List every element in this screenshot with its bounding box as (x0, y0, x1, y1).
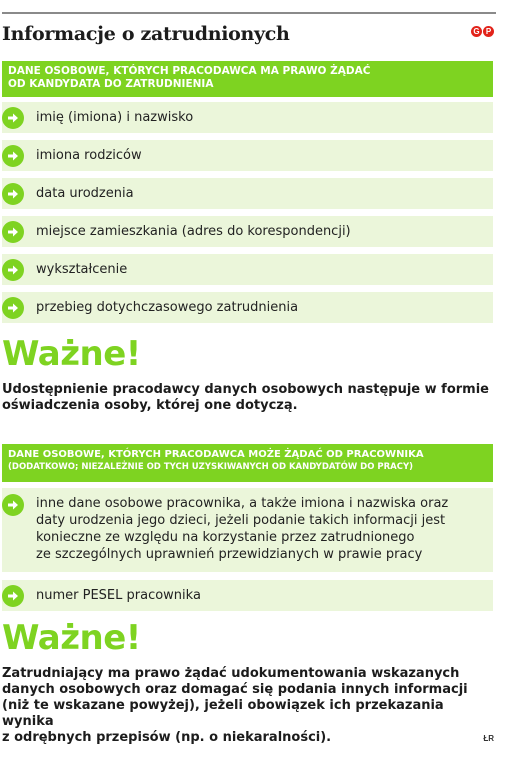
arrow-right-icon (2, 259, 24, 281)
list-item (2, 580, 493, 611)
section2-header-line2: (DODATKOWO; NIEZALEŻNIE OD TYCH UZYSKIWANYCH OD KANDYDATÓW DO PRACY) (8, 462, 414, 472)
list-item (2, 102, 493, 133)
list-item-text (36, 488, 448, 563)
list-item (2, 140, 493, 171)
list-item-line: ze szczególnych uprawnień przewidzianych w prawie pracy (36, 547, 423, 562)
section1-header-line2: OD KANDYDATA DO ZATRUDNIENIA (8, 78, 214, 90)
list-item-text: imiona rodziców (36, 148, 142, 163)
important-note-line: danych osobowych oraz domagać się podania innych informacji (2, 682, 468, 697)
section1-header (2, 61, 493, 97)
list-item-text: numer PESEL pracownika (36, 588, 201, 603)
arrow-right-icon (2, 107, 24, 129)
list-item-text: data urodzenia (36, 186, 134, 201)
section2-header-line1: DANE OSOBOWE, KTÓRYCH PRACODAWCA MOŻE ŻĄDAĆ OD PRACOWNIKA (8, 449, 424, 460)
important-heading: Ważne! (2, 618, 141, 658)
arrow-right-icon (2, 145, 24, 167)
logo-letter: P (483, 26, 494, 37)
list-item (2, 178, 493, 209)
important-note-line: z odrębnych przepisów (np. o niekaralności). (2, 730, 332, 745)
important-note-line: (niż te wskazane powyżej), jeżeli obowiązek ich przekazania wynika (2, 698, 444, 729)
publisher-logo (471, 26, 494, 37)
list-item (2, 216, 493, 247)
list-item-text: wykształcenie (36, 262, 128, 277)
list-item-text: imię (imiona) i nazwisko (36, 110, 194, 125)
list-item (2, 254, 493, 285)
arrow-right-icon (2, 221, 24, 243)
section1-header-line1: DANE OSOBOWE, KTÓRYCH PRACODAWCA MA PRAWO ŻĄDAĆ (8, 65, 371, 77)
list-item (2, 488, 493, 572)
arrow-right-icon (2, 494, 24, 516)
list-item (2, 292, 493, 323)
arrow-right-icon (2, 585, 24, 607)
list-item-line: daty urodzenia jego dzieci, jeżeli podanie takich informacji jest (36, 513, 446, 528)
list-item-line: inne dane osobowe pracownika, a także imiona i nazwiska oraz (36, 496, 449, 511)
author-credit: ŁR (483, 734, 494, 743)
logo-letter: G (471, 26, 482, 37)
important-note-line: oświadczenia osoby, której one dotyczą. (2, 398, 298, 413)
section2-header (2, 444, 493, 482)
important-note (2, 666, 497, 746)
important-heading: Ważne! (2, 334, 141, 374)
arrow-right-icon (2, 297, 24, 319)
important-note (2, 382, 497, 414)
list-item-text: przebieg dotychczasowego zatrudnienia (36, 300, 299, 315)
top-rule (2, 12, 496, 14)
arrow-right-icon (2, 183, 24, 205)
list-item-line: konieczne ze względu na korzystanie przez zatrudnionego (36, 530, 415, 545)
important-note-line: Zatrudniający ma prawo żądać udokumentowania wskazanych (2, 666, 460, 681)
page-title: Informacje o zatrudnionych (2, 23, 290, 45)
important-note-line: Udostępnienie pracodawcy danych osobowych następuje w formie (2, 382, 489, 397)
list-item-text: miejsce zamieszkania (adres do korespondencji) (36, 224, 351, 239)
